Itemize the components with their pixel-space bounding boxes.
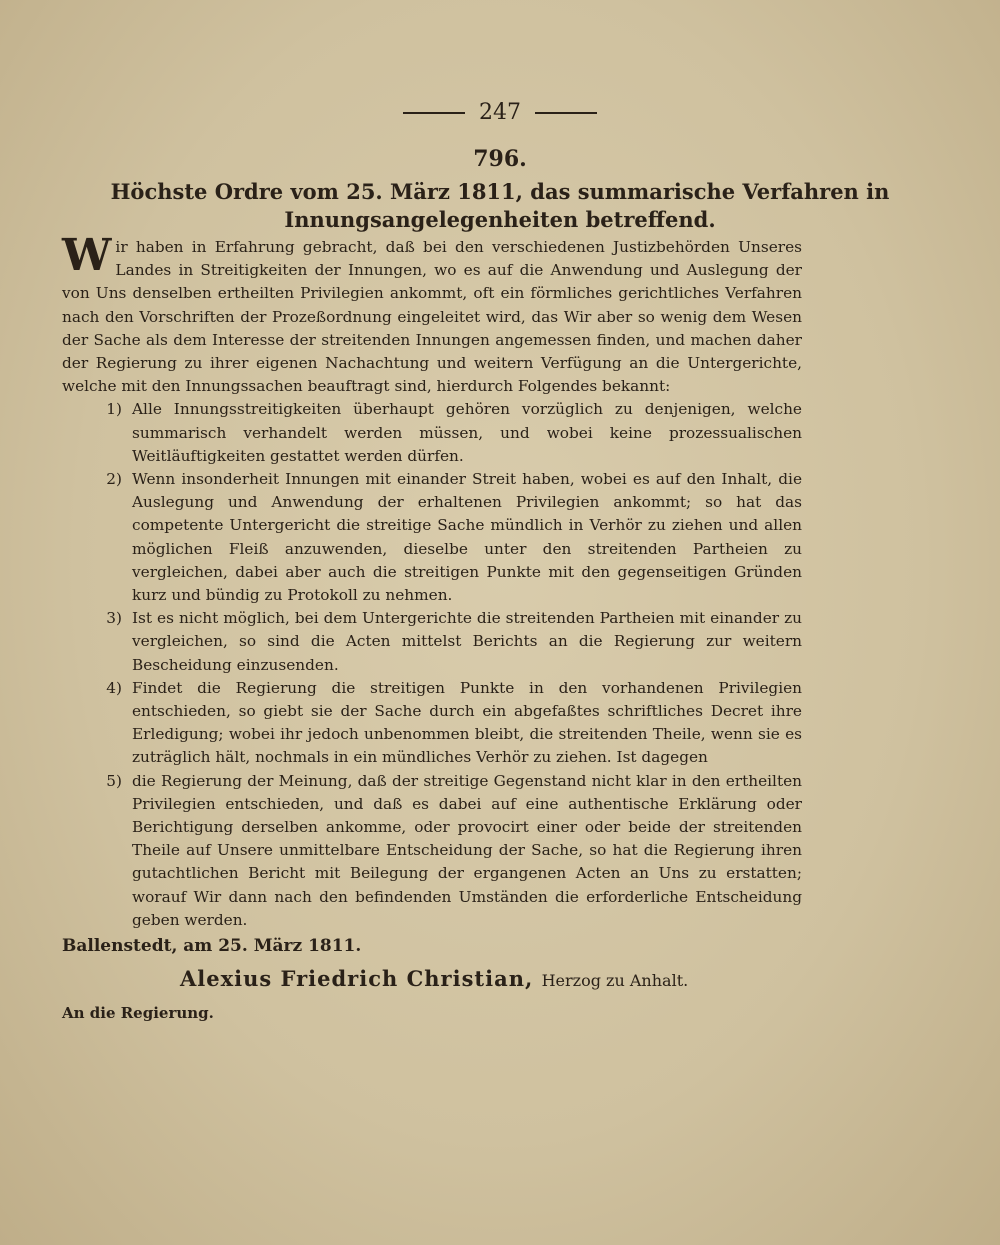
provision-item <box>62 677 802 770</box>
provision-text: Ist es nicht möglich, bei dem Untergerichte die streitenden Partheien mit einander zu vergleichen, so sind die Acten mittelst Berichts an die Regierung zur weitern Bescheidung einzusenden. <box>132 609 802 674</box>
signature-name: Alexius Friedrich Christian, <box>180 966 534 991</box>
header-rule-left <box>403 112 465 114</box>
page-number: 247 <box>479 100 521 125</box>
provision-text: Findet die Regierung die streitigen Punkte in den vorhandenen Privilegien entschieden, so giebt sie der Sache durch ein abgefaßtes schriftliches Decret ihre Erledigung; wobei ihr jedoch unbenommen bleibt, die streitenden Theile, wenn sie es zuträglich hält, nochmals in ein mündliches Verhör zu ziehen. Ist dagegen <box>132 678 802 767</box>
document-number: 796. <box>473 146 527 172</box>
provision-number: 1) <box>106 400 122 419</box>
drop-cap-initial: W <box>62 230 112 281</box>
provision-item <box>62 398 802 468</box>
intro-text: ir haben in Erfahrung gebracht, daß bei den verschiedenen Justizbehörden Unseres Landes in Streitigkeiten der Innungen, wo es auf die Anwendung und Auslegung der von Uns denselben ertheilten Privilegien ankommt, oft ein förmliches gerichtliches Verfahren nach den Vorschriften der Prozeßordnung eingeleitet wird, das Wir aber so wenig dem Wesen der Sache als dem Interesse der streitenden Innungen angemessen finden, und machen daher der Regierung zu ihrer eigenen Nachachtung und weitern Verfügung an die Untergerichte, welche mit den Innungssachen beauftragt sind, hierdurch Folgendes bekannt: <box>62 238 802 396</box>
title-line-1: Höchste Ordre vom 25. März 1811, das summarische Verfahren in <box>110 179 890 204</box>
provision-number: 4) <box>106 678 122 697</box>
provision-text: Wenn insonderheit Innungen mit einander Streit haben, wobei es auf den Inhalt, die Auslegung und Anwendung der erhaltenen Privilegien ankommt; so hat das competente Untergericht die streitige Sache mündlich in Verhör zu ziehen und allen möglichen Fleiß anzuwenden, dieselbe unter den streitenden Partheien zu vergleichen, dabei aber auch die streitigen Punkte mit den gegenseitigen Gründen kurz und bündig zu Protokoll zu nehmen. <box>132 470 802 605</box>
provision-text: die Regierung der Meinung, daß der streitige Gegenstand nicht klar in den ertheilten Privilegien entschieden, und daß es dabei auf eine authentische Erklärung oder Berichtigung derselben ankomme, oder provocirt einer oder beide der streitenden Theile auf Unsere unmittelbare Entscheidung der Sache, so hat die Regierung ihren gutachtlichen Bericht mit Beilegung der ergangenen Acten an Uns zu erstatten; worauf Wir dann nach den befindenden Umständen die erforderliche Entscheidung geben werden. <box>132 771 802 929</box>
provision-item <box>62 468 802 607</box>
provision-item <box>62 770 802 932</box>
signature-title: Herzog zu Anhalt. <box>541 971 689 990</box>
document-title <box>100 178 900 234</box>
intro-paragraph <box>62 230 802 398</box>
page-header <box>0 100 1000 125</box>
document-body <box>62 230 802 932</box>
place-and-date: Ballenstedt, am 25. März 1811. <box>62 936 362 956</box>
provision-number: 5) <box>106 771 122 790</box>
provision-list <box>62 398 802 932</box>
title-line-2: Innungsangelegenheiten betreffend. <box>284 207 716 232</box>
provision-item <box>62 607 802 677</box>
signature <box>180 966 820 991</box>
addressee: An die Regierung. <box>62 1004 214 1022</box>
provision-text: Alle Innungsstreitigkeiten überhaupt gehören vorzüglich zu denjenigen, welche summarisch verhandelt werden müssen, und wobei keine prozessualischen Weitläuftigkeiten gestattet werden dürfen. <box>132 400 802 465</box>
provision-number: 2) <box>106 470 122 489</box>
provision-number: 3) <box>106 609 122 628</box>
header-rule-right <box>535 112 597 114</box>
